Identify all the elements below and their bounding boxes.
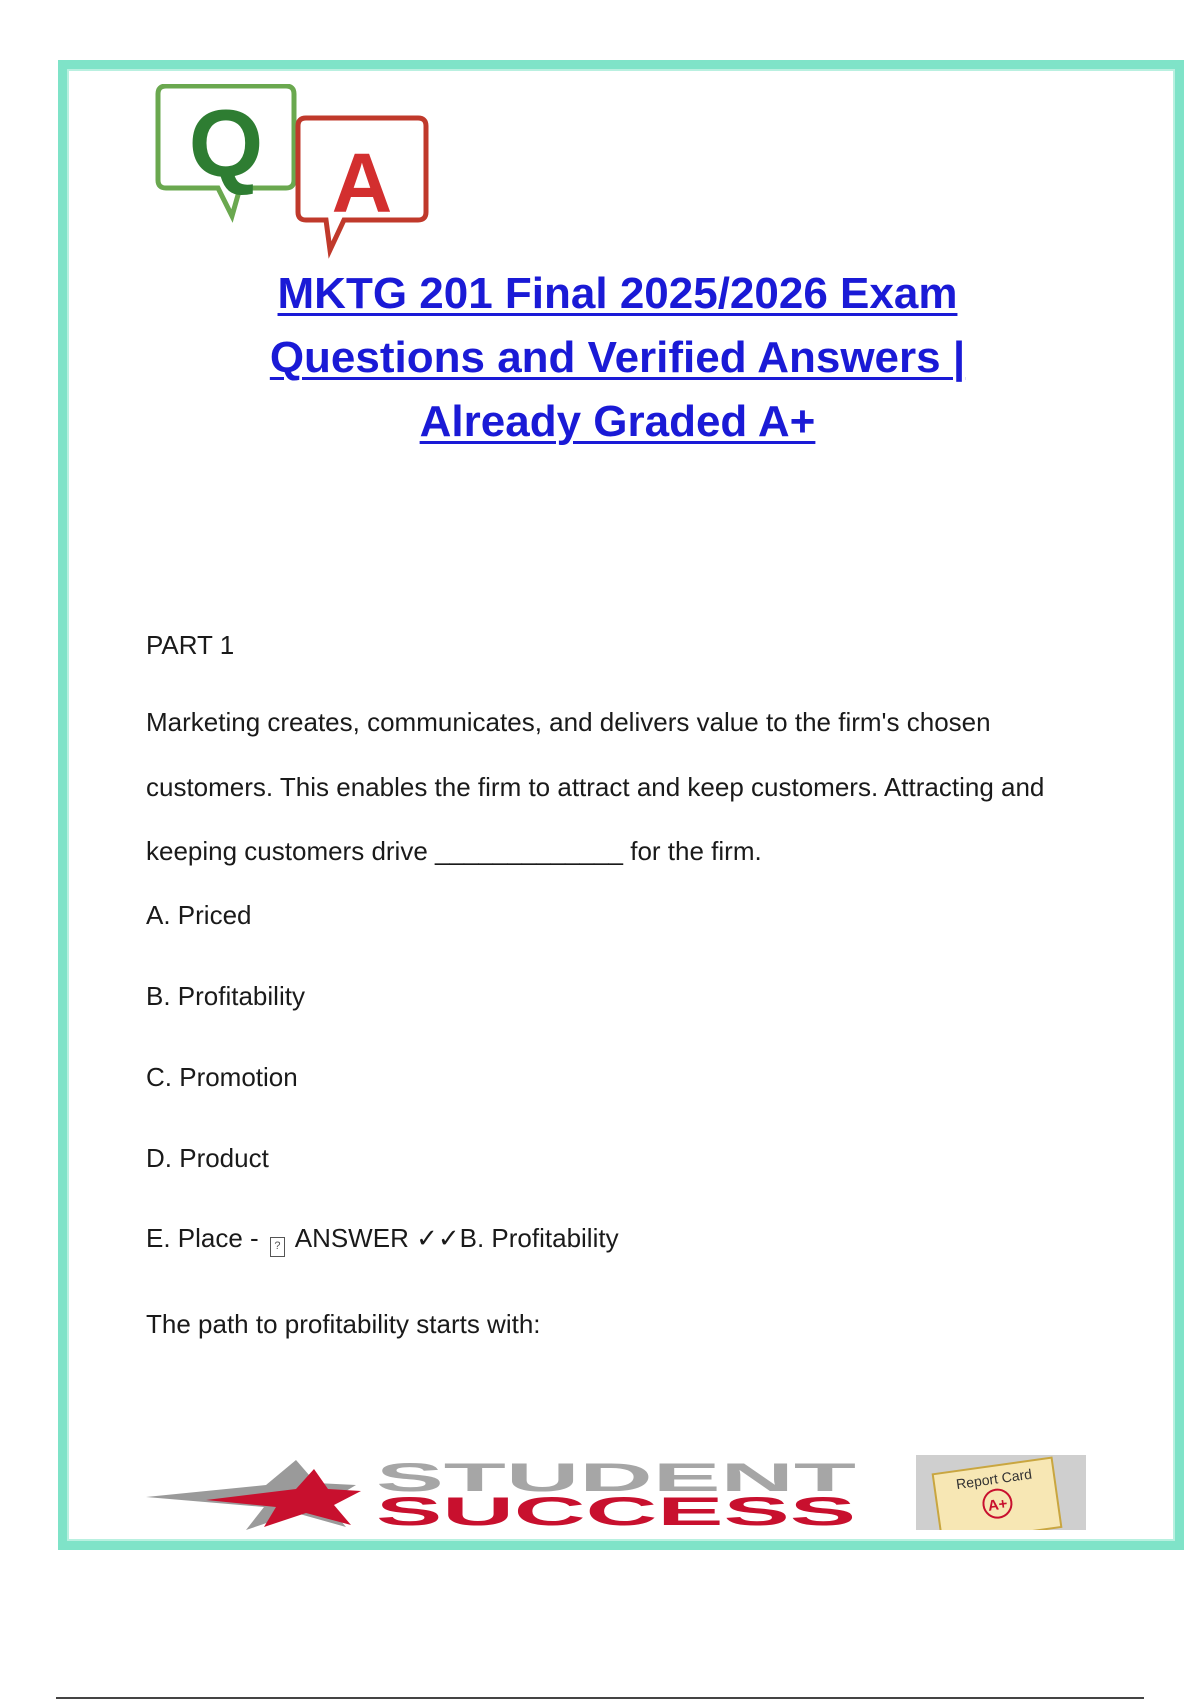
report-card-label: Report Card [955,1465,1033,1493]
title-line-3[interactable]: Already Graded A+ [419,397,816,446]
a-letter: A [331,136,393,230]
title-line-1[interactable]: MKTG 201 Final 2025/2026 Exam [277,269,958,318]
part-label: PART 1 [146,630,235,660]
next-question-text: The path to profitability starts with: [146,1308,541,1339]
option-c: C. Promotion [146,1061,298,1092]
report-card-grade: A+ [986,1495,1009,1515]
banner-line-1: STUDENT [376,1456,856,1500]
option-e-with-answer [146,1223,1096,1257]
option-d: D. Product [146,1142,269,1173]
document-body [146,630,1096,1339]
option-e: E. Place - [146,1222,266,1253]
qa-logo-icon [148,84,458,264]
q-letter: Q [188,90,264,197]
title-line-2[interactable]: Questions and Verified Answers | [269,333,966,382]
missing-glyph-icon: ? [270,1237,285,1257]
question-text: Marketing creates, communicates, and delivers value to the firm's chosen customers. This enables the firm to attract and keep customers. Attracting and keeping customers drive _____________ for the firm. [146,707,1045,866]
answer-text: ANSWER ✓✓B. Profitability [288,1222,619,1253]
option-a: A. Priced [146,899,252,930]
student-success-banner [146,1455,1086,1530]
document-title[interactable] [150,262,1085,454]
option-b: B. Profitability [146,980,305,1011]
banner-line-2: SUCCESS [376,1490,856,1530]
bottom-rule [56,1697,1144,1699]
